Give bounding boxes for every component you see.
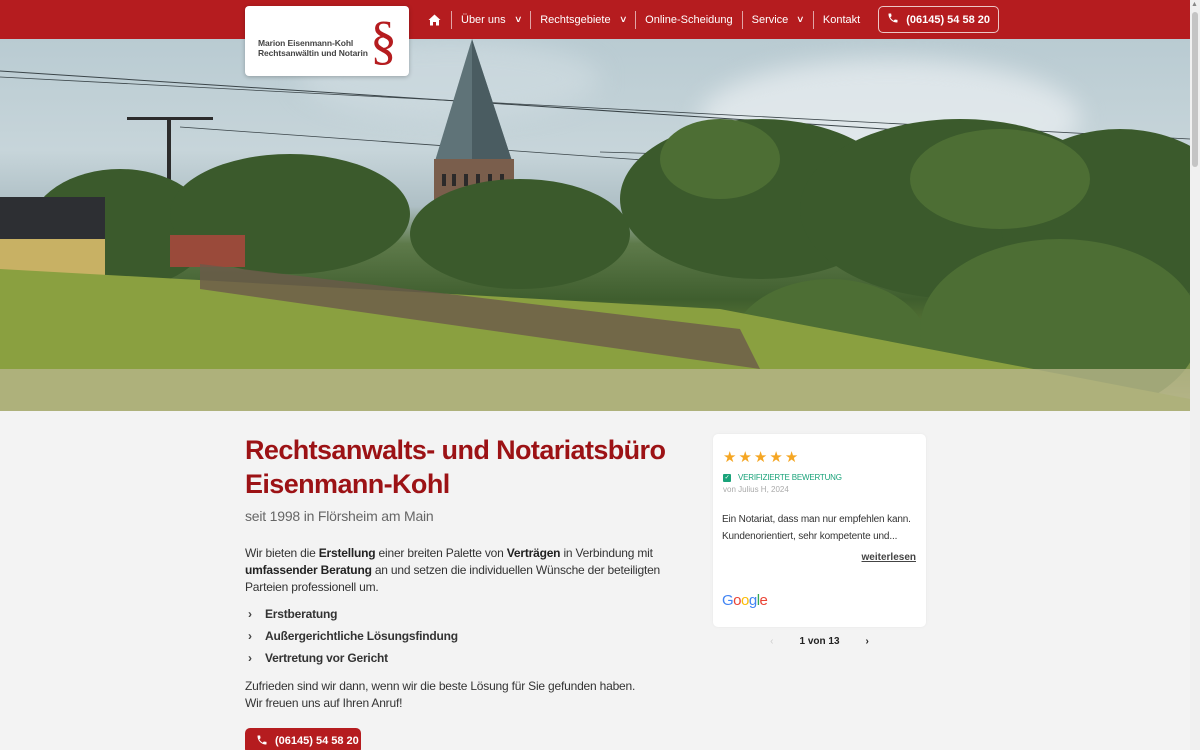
phone-icon [887, 12, 899, 27]
intro-paragraph [245, 545, 695, 596]
logo-line-title: Rechtsanwältin und Notarin [258, 48, 368, 58]
nav-kontakt[interactable] [813, 11, 869, 29]
page-title-line2: Eisenmann-Kohl [245, 469, 450, 499]
logo[interactable] [245, 6, 409, 76]
review-card [713, 434, 926, 627]
phone-icon [256, 734, 268, 749]
review-author: von Julius H, 2024 [723, 485, 789, 494]
list-item [248, 605, 458, 627]
main-nav [420, 0, 999, 39]
checkbox-check-icon: ✓ [724, 474, 730, 481]
nav-label: Online-Scheidung [645, 13, 733, 26]
intro-text: einer breiten Palette von [375, 546, 507, 560]
chevron-right-icon: › [248, 651, 252, 665]
intro-text: in Verbindung mit [560, 546, 653, 560]
read-more-link[interactable]: weiterlesen [861, 552, 916, 563]
call-button[interactable] [245, 728, 361, 750]
star-rating [723, 450, 798, 465]
verified-badge [723, 473, 842, 482]
review-page-count: 1 von 13 [799, 635, 840, 647]
chevron-down-icon: ∨ [796, 14, 805, 24]
review-text: Ein Notariat, dass man nur empfehlen kann. Kundenorientiert, sehr kompetente und... [722, 514, 911, 542]
intro-bold: Verträgen [506, 546, 561, 560]
verified-label: VERIFIZIERTE BEWERTUNG [738, 473, 842, 482]
nav-label: Service [751, 13, 789, 26]
logo-text [258, 38, 368, 58]
star-icon: ★ [784, 449, 799, 466]
scrollbar-thumb[interactable] [1192, 12, 1198, 167]
closing-text [245, 678, 635, 712]
intro-text: Wir bieten die [245, 546, 319, 560]
list-item [248, 627, 458, 649]
star-icon: ★ [769, 449, 783, 466]
home-icon [428, 14, 441, 26]
star-icon: ★ [738, 449, 752, 466]
page-title [245, 433, 685, 501]
intro-text: an und setzen die individuellen Wünsche der beteiligten Parteien professionell um. [245, 563, 661, 594]
service-label: Vertretung vor Gericht [265, 651, 388, 665]
review-pager [713, 633, 926, 649]
call-button-label: (06145) 54 58 20 [275, 735, 359, 747]
nav-label: Rechtsgebiete [540, 13, 611, 26]
list-item [248, 649, 458, 671]
page-title-line1: Rechtsanwalts- und Notariatsbüro [245, 435, 666, 465]
nav-rechtsgebiete[interactable] [530, 11, 635, 29]
logo-line-name: Marion Eisenmann-Kohl [258, 38, 354, 48]
page-subtitle: seit 1998 in Flörsheim am Main [245, 508, 434, 524]
header-phone-number: (06145) 54 58 20 [906, 13, 990, 26]
closing-line: Zufrieden sind wir dann, wenn wir die beste Lösung für Sie gefunden haben. [245, 679, 636, 693]
hero-image-vineyard-tower [0, 39, 1190, 411]
chevron-right-icon[interactable]: › [865, 635, 869, 647]
nav-label: Über uns [461, 13, 506, 26]
service-label: Außergerichtliche Lösungsfindung [265, 629, 458, 643]
service-label: Erstberatung [265, 607, 338, 621]
chevron-down-icon: ∨ [618, 14, 628, 24]
nav-service[interactable] [742, 11, 813, 29]
nav-home[interactable] [420, 11, 451, 29]
chevron-right-icon: › [248, 607, 252, 621]
chevron-left-icon[interactable]: ‹ [770, 635, 774, 647]
star-icon: ★ [723, 449, 737, 466]
header-phone-button[interactable] [878, 6, 999, 33]
star-icon: ★ [753, 449, 768, 466]
scroll-up-arrow-icon[interactable]: ▲ [1191, 1, 1198, 8]
paragraph-sign-icon: § [370, 10, 397, 70]
chevron-right-icon: › [248, 629, 252, 643]
intro-bold: Erstellung [318, 546, 376, 560]
services-list [248, 605, 458, 671]
nav-label: Kontakt [822, 13, 861, 26]
google-logo: Google [722, 592, 768, 609]
page-scrollbar[interactable] [1190, 0, 1200, 750]
closing-line: Wir freuen uns auf Ihren Anruf! [245, 696, 403, 710]
intro-bold: umfassender Beratung [245, 563, 372, 577]
nav-ueber-uns[interactable] [451, 11, 530, 29]
chevron-down-icon: ∨ [513, 14, 523, 24]
nav-online-scheidung[interactable] [635, 11, 741, 29]
